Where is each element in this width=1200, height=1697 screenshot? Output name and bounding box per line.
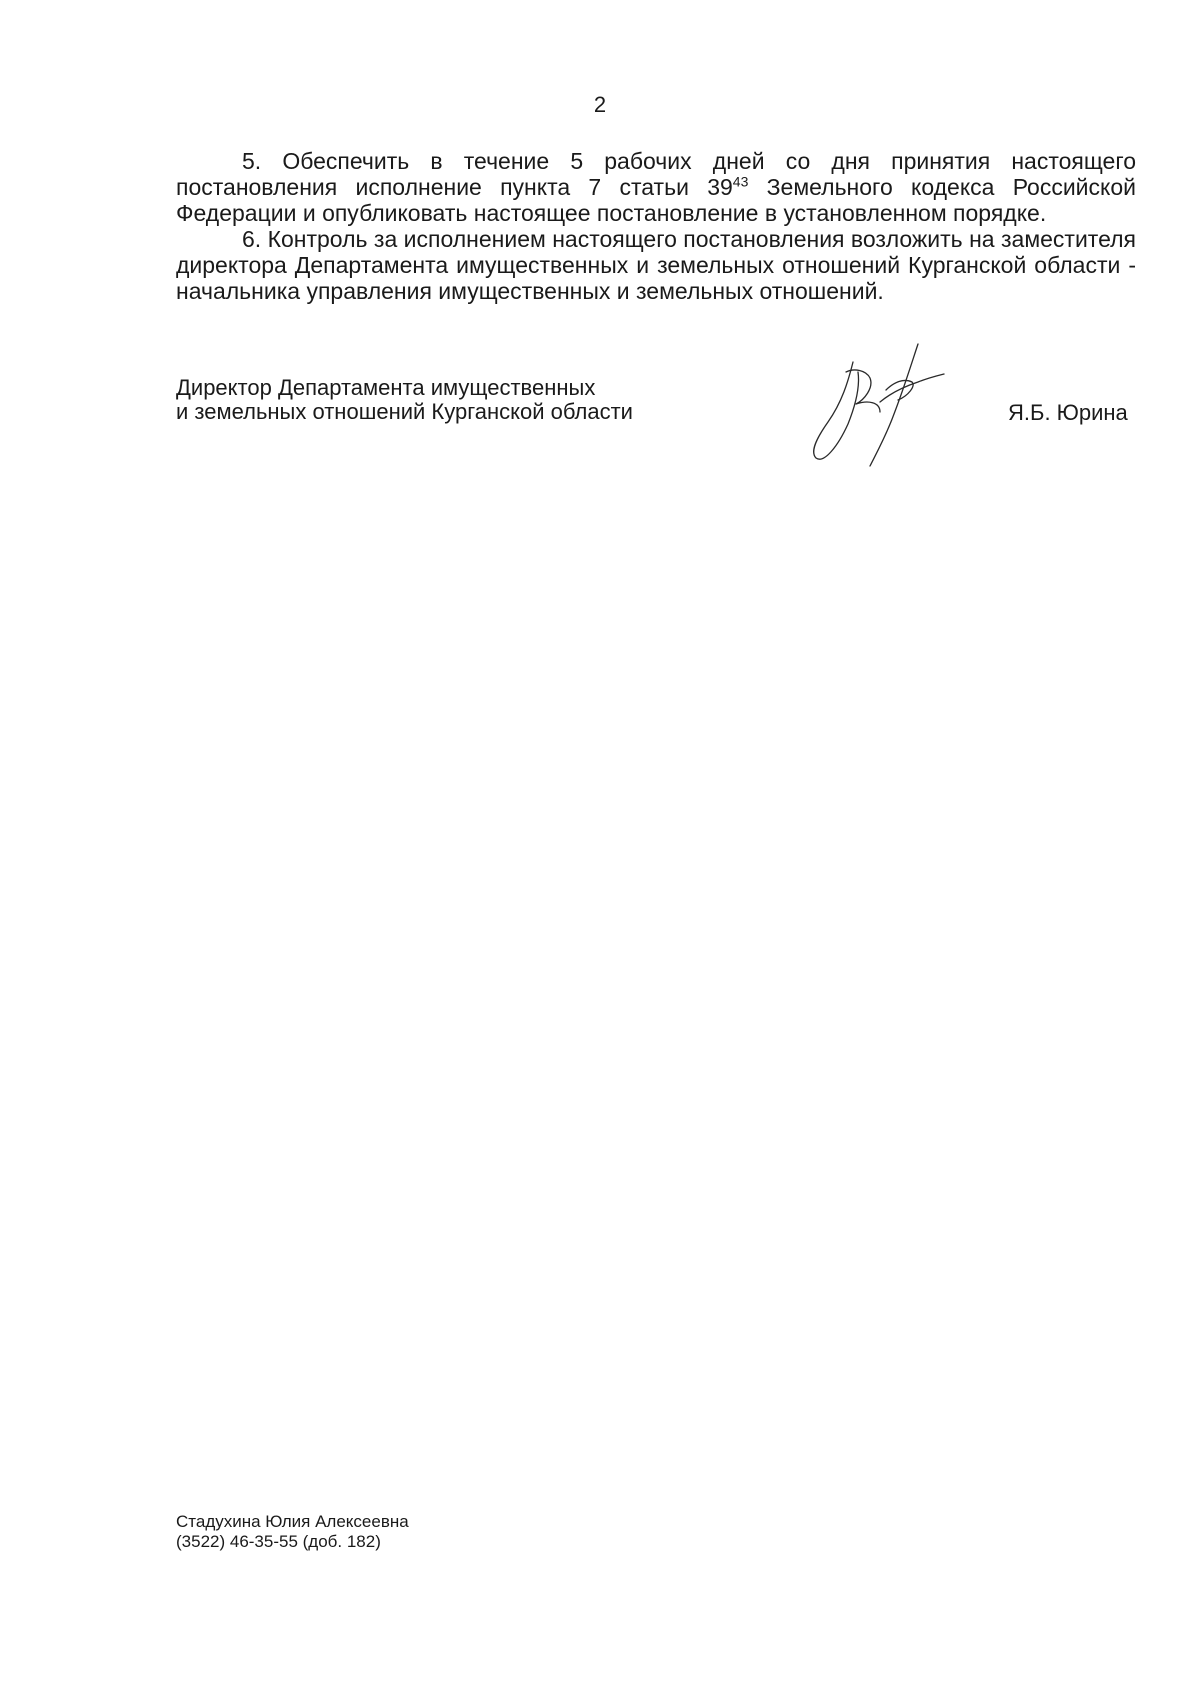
executor-name: Стадухина Юлия Алексеевна [176,1512,409,1531]
paragraph-6: 6. Контроль за исполнением настоящего постановления возложить на заместителя директора Департамента имущественных и земельных отношений Курганской области - начальника управления имущественных и земельных отношений. [176,226,1136,304]
executor-phone: (3522) 46-35-55 (доб. 182) [176,1532,381,1551]
paragraph-5 [176,148,1136,226]
page-number: 2 [593,92,607,117]
signatory-name: Я.Б. Юрина [1008,400,1128,425]
signatory-position-line-2: и земельных отношений Курганской области [176,399,633,424]
executor-info [176,1512,409,1552]
document-body [176,148,1136,304]
article-superscript: 43 [732,173,749,190]
paragraph-5-text-end: Земельного кодекса Российской Федерации и опубликовать настоящее постановление в установленном порядке. [176,174,1136,226]
signatory-position [176,376,633,424]
signatory-position-line-1: Директор Департамента имущественных [176,375,596,400]
paragraph-5-text-start: 5. Обеспечить в течение 5 рабочих дней со дня принятия настоящего постановления исполнение пункта 7 статьи 39 [176,148,1136,200]
handwritten-signature [808,342,958,472]
